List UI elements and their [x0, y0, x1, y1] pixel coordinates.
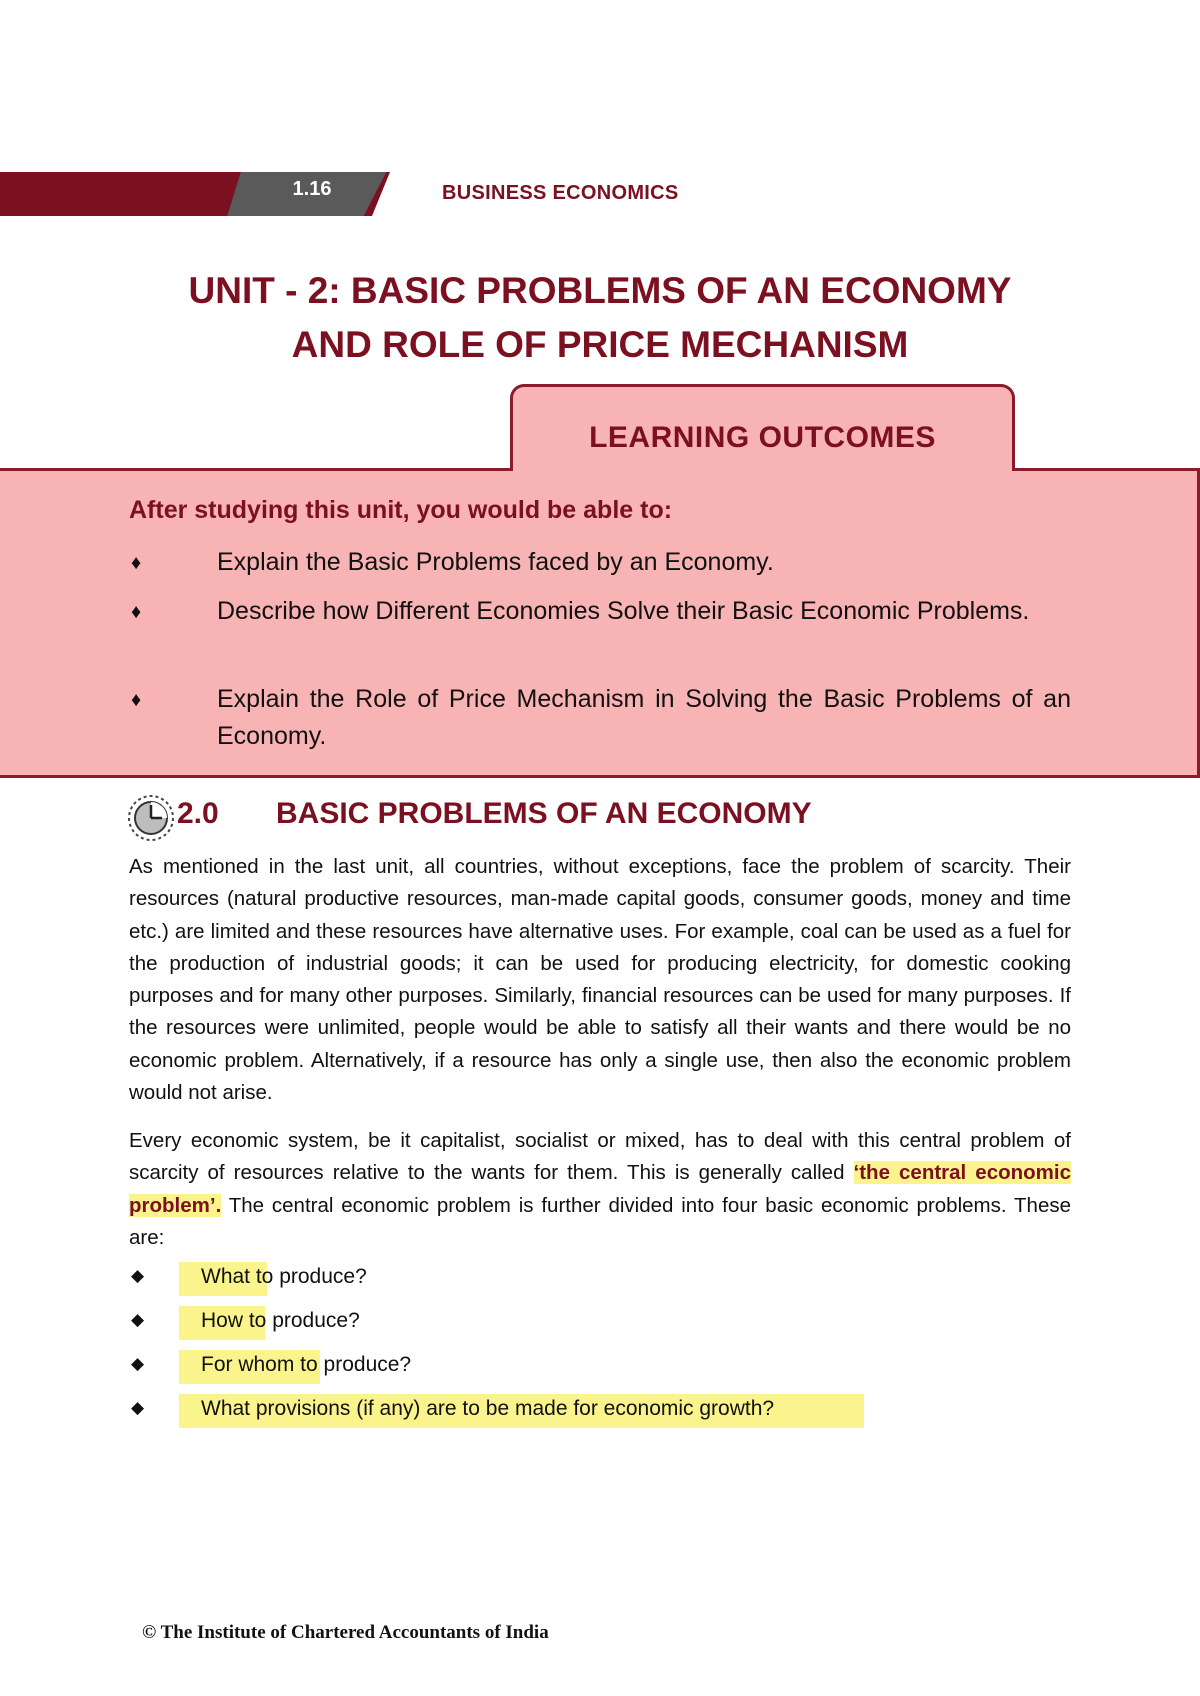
question-text: For whom to produce? — [201, 1353, 412, 1376]
learning-outcome-text: Explain the Basic Problems faced by an Economy. — [217, 548, 774, 576]
diamond-bullet-icon: ♦ — [131, 552, 142, 574]
diamond-bullet-icon: ◆ — [131, 1266, 145, 1285]
learning-outcome-text: Describe how Different Economies Solve their Basic Economic Problems. — [217, 597, 1030, 625]
paragraph-2-start: Every economic system, be it capitalist, socialist or mixed, has to deal with this central problem of scarcity of resources relative to the wants for them. This is generally called — [129, 1129, 1071, 1185]
list-item — [0, 1350, 1200, 1384]
unit-title-line-1: UNIT - 2: BASIC PROBLEMS OF AN ECONOMY — [188, 270, 1012, 311]
list-item — [0, 1262, 1200, 1296]
paragraph-2 — [129, 1125, 1071, 1254]
paragraph-2-end: The central economic problem is further divided into four basic economic problems. These are: — [129, 1193, 1071, 1249]
paragraph-1: As mentioned in the last unit, all countries, without exceptions, face the problem of scarcity. Their resources (natural productive resources, man-made capital goods, consumer goods, money and time etc.) are limited and these resources have alternative uses. For example, coal can be used as a fuel for the production of industrial goods; it can be used for producing electricity, for domestic cooking purposes and for many other purposes. Similarly, financial resources can be used for many purposes. If the resources were unlimited, people would be able to satisfy all their wants and there would be no economic problem. Alternatively, if a resource has only a single use, then also the economic problem would not arise. — [129, 855, 1071, 1105]
unit-title-line-2: AND ROLE OF PRICE MECHANISM — [291, 324, 909, 365]
diamond-bullet-icon: ♦ — [131, 689, 142, 711]
learning-outcomes-label: LEARNING OUTCOMES — [589, 421, 936, 454]
question-text: What to produce? — [201, 1265, 367, 1288]
section-title: BASIC PROBLEMS OF AN ECONOMY — [276, 797, 812, 830]
learning-outcomes-tab — [510, 384, 1015, 470]
list-item — [0, 1394, 1200, 1428]
tab-joint — [513, 466, 1012, 472]
question-text: What provisions (if any) are to be made for economic growth? — [201, 1397, 775, 1420]
clock-icon — [126, 793, 176, 843]
question-text: How to produce? — [201, 1309, 360, 1332]
learning-outcome-text: Explain the Role of Price Mechanism in Solving the Basic Problems of an Economy. — [217, 685, 1071, 750]
diamond-bullet-icon: ◆ — [131, 1354, 145, 1373]
page-number: 1.16 — [292, 178, 332, 200]
central-problem-highlight: ‘the central economic problem’. — [129, 1161, 1071, 1217]
list-item — [0, 1306, 1200, 1340]
section-number: 2.0 — [177, 797, 219, 830]
footer-copyright: © The Institute of Chartered Accountants of India — [142, 1622, 549, 1643]
unit-title — [0, 264, 1200, 372]
diamond-bullet-icon: ◆ — [131, 1398, 145, 1417]
diamond-bullet-icon: ♦ — [131, 601, 142, 623]
book-title: BUSINESS ECONOMICS — [442, 182, 679, 204]
learning-outcomes-intro: After studying this unit, you would be able to: — [129, 496, 673, 524]
diamond-bullet-icon: ◆ — [131, 1310, 145, 1329]
